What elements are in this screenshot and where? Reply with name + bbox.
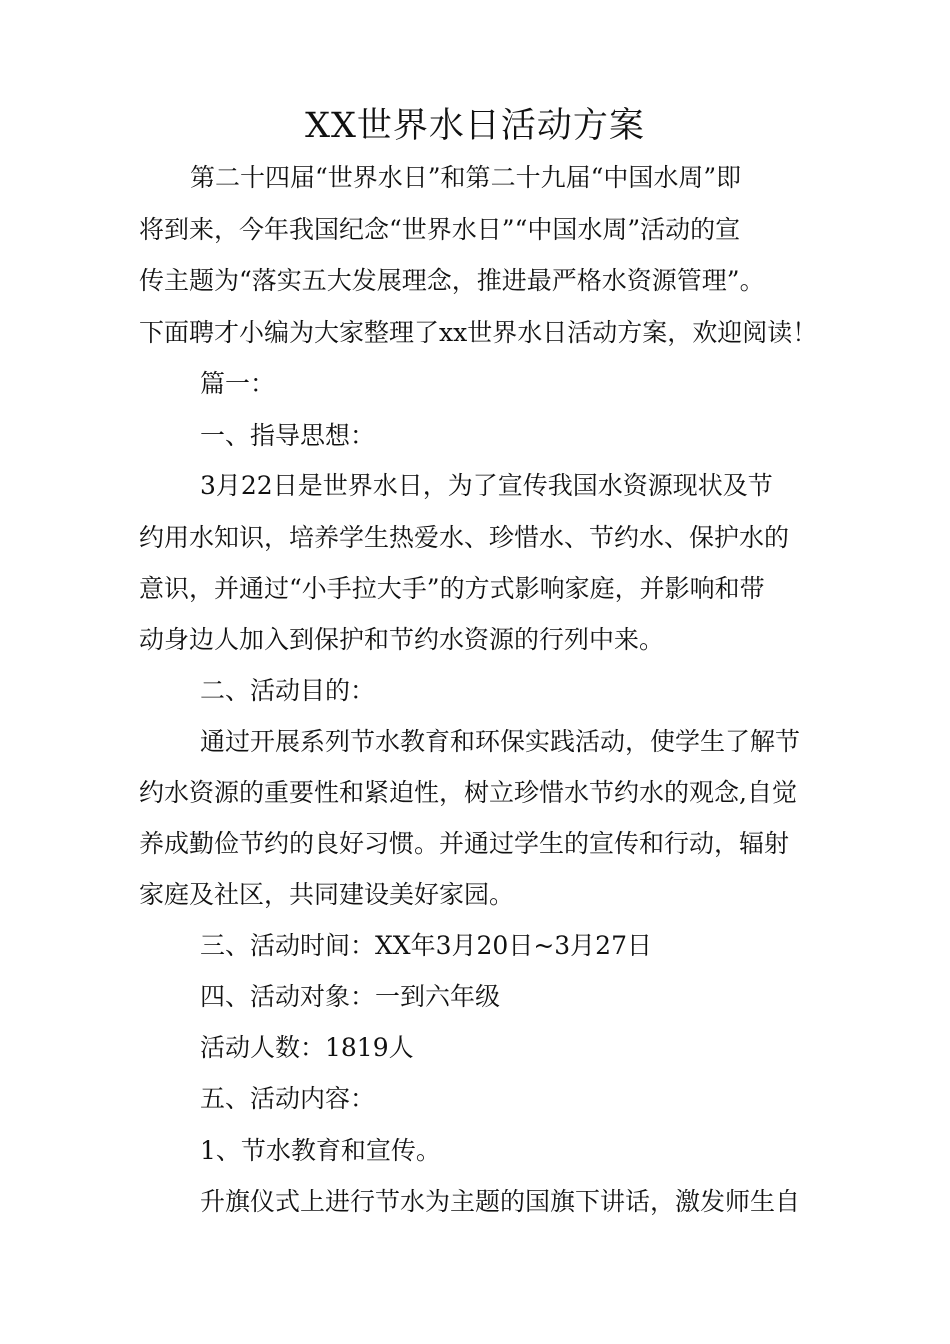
body-line: 约用水知识，培养学生热爱水、珍惜水、节约水、保护水的 (139, 523, 790, 552)
section-heading: 三、活动时间：XX年3月20日~3月27日 (200, 931, 652, 960)
body-line: 3月22日是世界水日，为了宣传我国水资源现状及节 (200, 471, 773, 500)
document-title: XX世界水日活动方案 (305, 106, 645, 146)
section-heading: 四、活动对象：一到六年级 (200, 982, 501, 1011)
body-line: 升旗仪式上进行节水为主题的国旗下讲话，激发师生自 (200, 1187, 801, 1216)
body-line: 传主题为“落实五大发展理念，推进最严格水资源管理”。 (139, 266, 765, 295)
body-line: 活动人数：1819人 (200, 1033, 414, 1062)
section-heading: 五、活动内容： (200, 1084, 376, 1113)
section-label: 篇一： (200, 369, 276, 398)
section-heading: 一、指导思想： (200, 421, 376, 450)
section-heading: 二、活动目的： (200, 676, 376, 705)
body-line: 将到来，今年我国纪念“世界水日”“中国水周”活动的宣 (139, 215, 741, 244)
body-line: 下面聘才小编为大家整理了xx世界水日活动方案，欢迎阅读！ (139, 318, 818, 347)
body-line: 约水资源的重要性和紧迫性，树立珍惜水节约水的观念,自觉 (139, 778, 797, 807)
subsection-heading: 1、节水教育和宣传。 (200, 1136, 441, 1165)
body-line: 第二十四届“世界水日”和第二十九届“中国水周”即 (190, 163, 742, 192)
body-line: 家庭及社区，共同建设美好家园。 (139, 880, 515, 909)
body-line: 通过开展系列节水教育和环保实践活动，使学生了解节 (200, 727, 801, 756)
body-line: 意识，并通过“小手拉大手”的方式影响家庭，并影响和带 (139, 574, 765, 603)
body-line: 养成勤俭节约的良好习惯。并通过学生的宣传和行动，辐射 (139, 829, 790, 858)
body-line: 动身边人加入到保护和节约水资源的行列中来。 (139, 625, 665, 654)
